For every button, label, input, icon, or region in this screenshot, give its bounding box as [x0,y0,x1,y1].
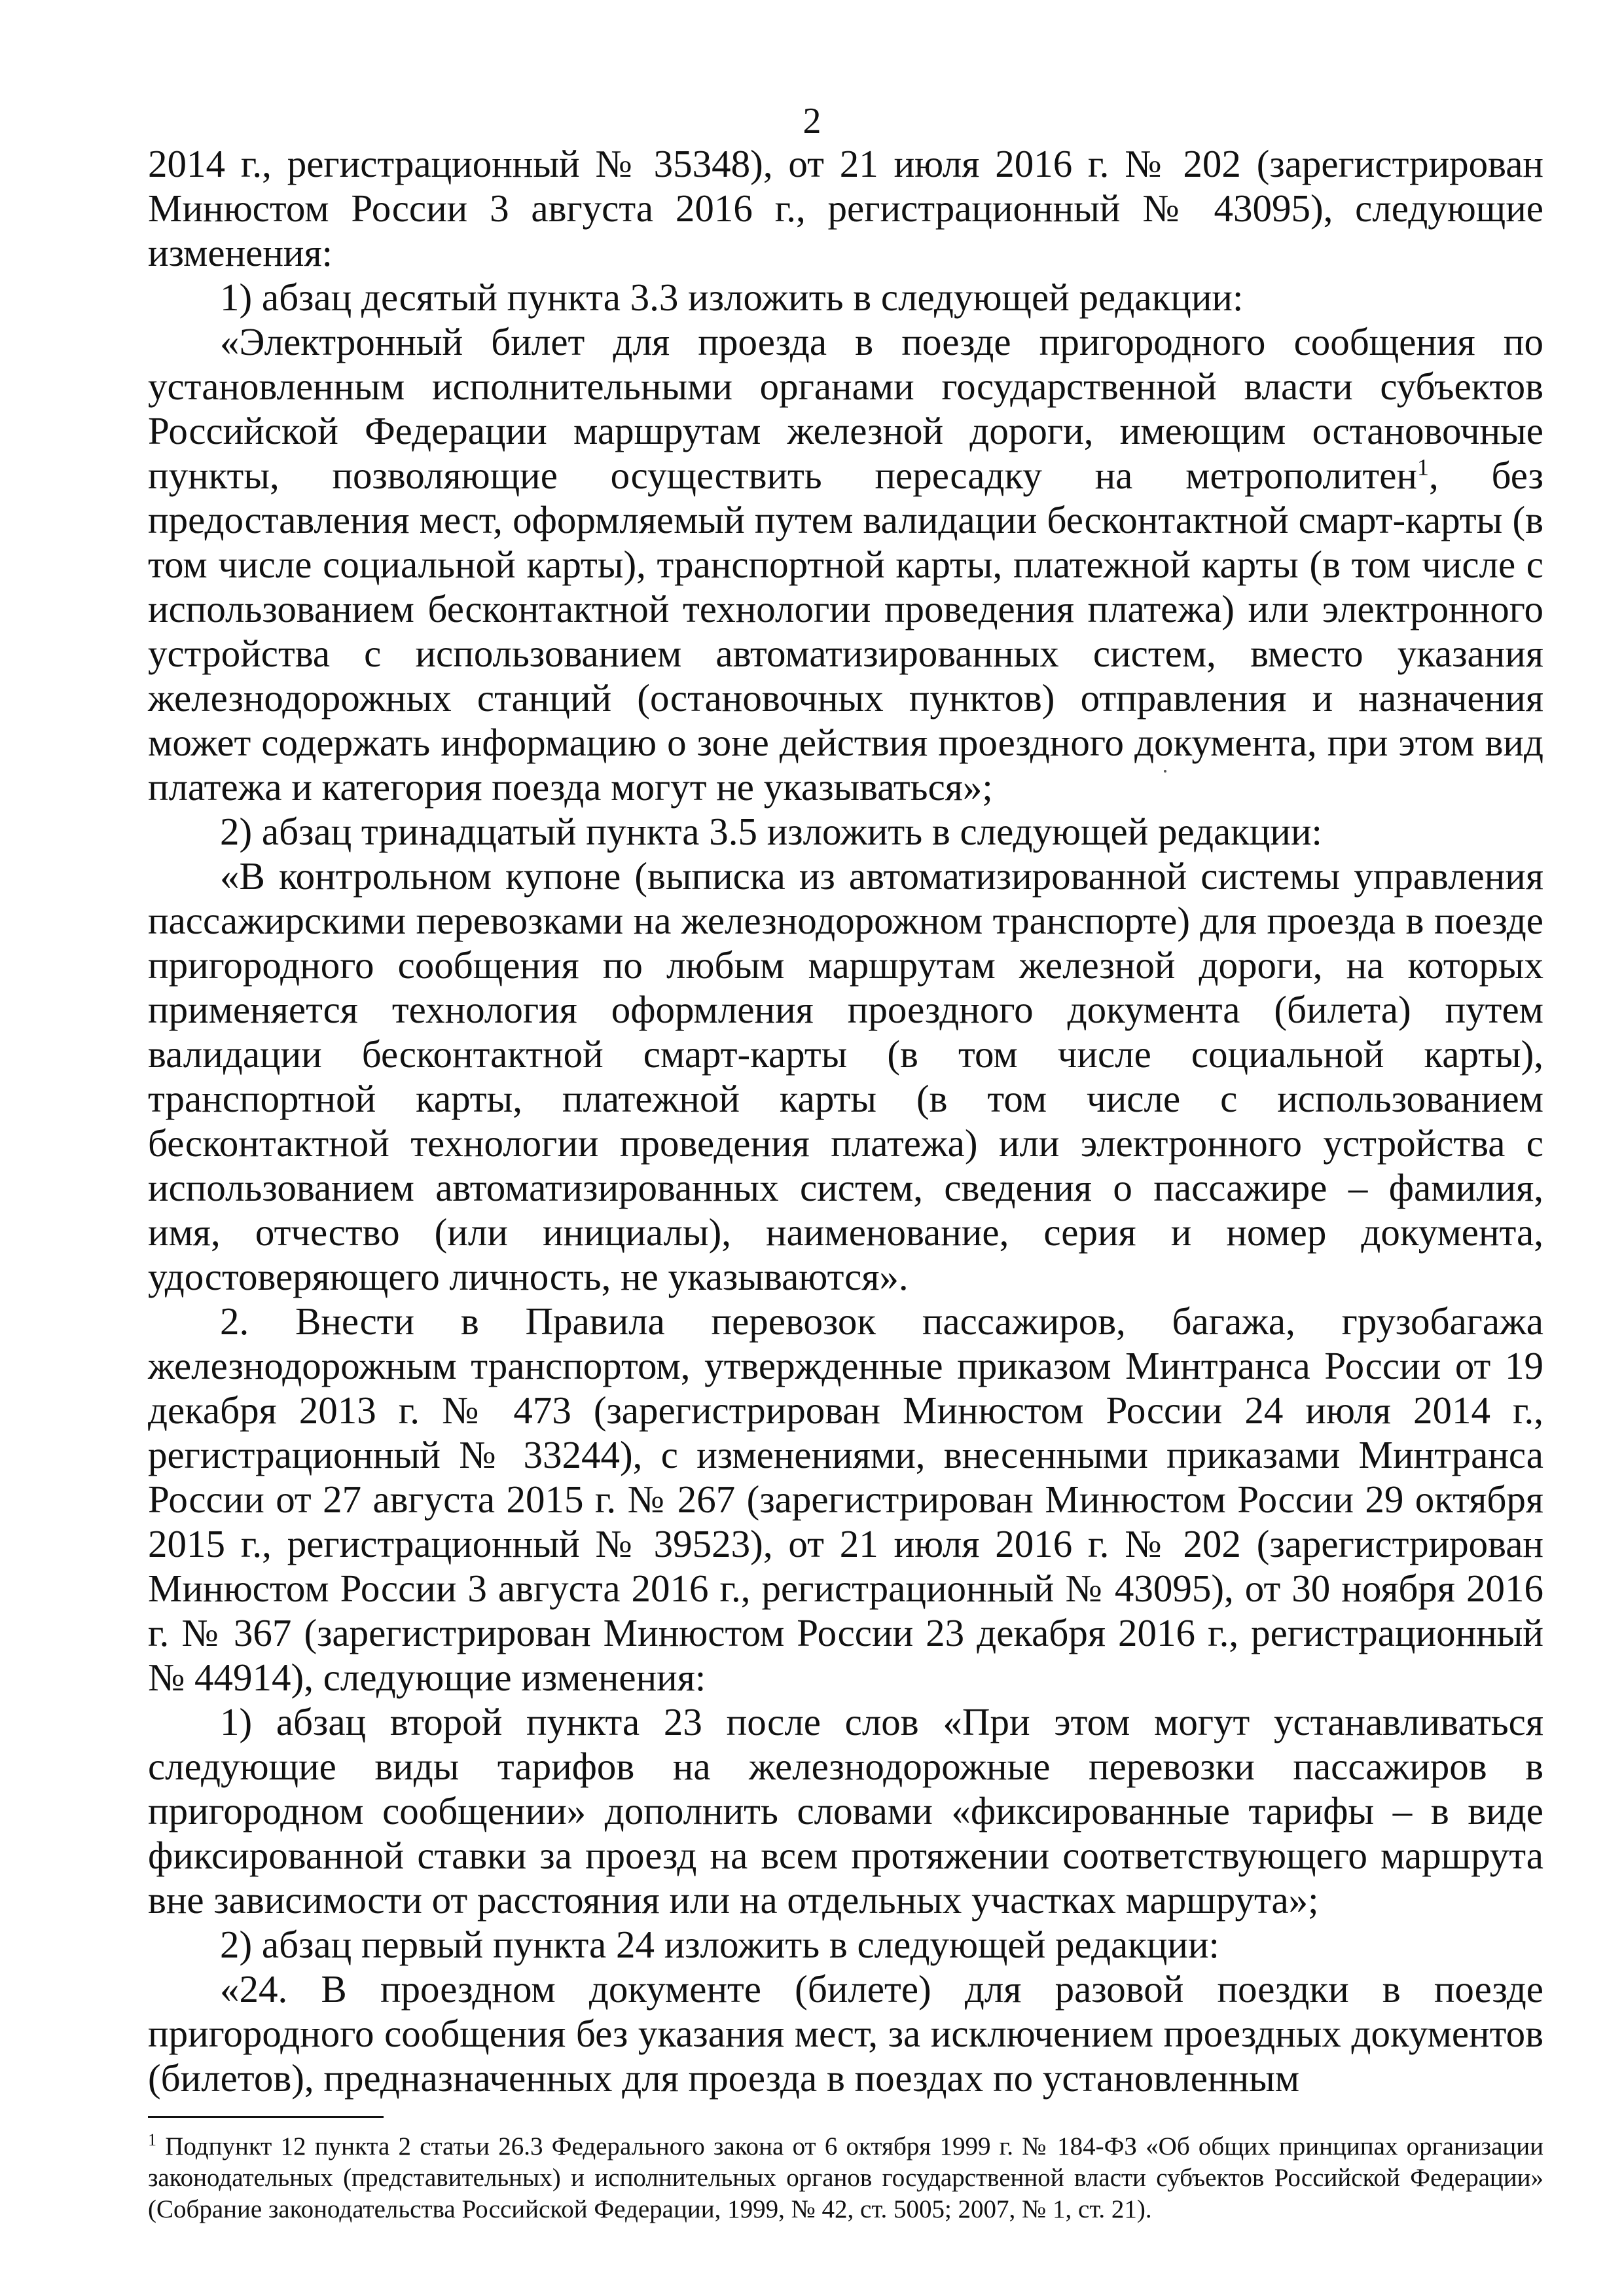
quote-text-part-1: «Электронный билет для проезда в поезде пригородного сообщения по установленным исполнительными органами государственной власти субъектов Российской Федерации маршрутам железной дороги, имеющим остановочные пункты, позволяющие осуществить пересадку на метрополитен [148,320,1543,497]
page-number: 2 [803,101,821,141]
quote-text-part-2: , без предоставления мест, оформляемый путем валидации бесконтактной смарт-карты (в том числе социальной карты), транспортной карты, платежной карты (в том числе с использованием бесконтактной технологии проведения платежа) или электронного устройства с использованием автоматизированных систем, вместо указания железнодорожных станций (остановочных пунктов) отправления и назначения может содержать информацию о зоне действия проездного документа, при этом вид платежа и категория поезда могут не указываться»; [148,454,1543,809]
paragraph-section-2-item-2: 2) абзац первый пункта 24 изложить в следующей редакции: [220,1923,1219,1966]
footnote-marker: 1 [148,2130,156,2149]
footnote [148,2131,1543,2225]
paragraph-item-1: 1) абзац десятый пункта 3.3 изложить в следующей редакции: [220,276,1244,319]
document-body [148,141,1543,2100]
paragraph-item-2: 2) абзац тринадцатый пункта 3.5 изложить в следующей редакции: [220,810,1322,853]
footnote-divider [148,2116,384,2118]
paragraph-quote-item-24: «24. В проездном документе (билете) для разовой поездки в поезде пригородного сообщения без указания мест, за исключением проездных документов (билетов), предназначенных для проезда в поездах по установленным [148,1967,1543,2100]
paragraph-section-2-item-1: 1) абзац второй пункта 23 после слов «При этом могут устанавливаться следующие виды тарифов на железнодорожные перевозки пассажиров в пригородном сообщении» дополнить словами «фиксированные тарифы – в виде фиксированной ставки за проезд на всем протяжении соответствующего маршрута вне зависимости от расстояния или на отдельных участках маршрута»; [148,1700,1543,1922]
paragraph-section-2: 2. Внести в Правила перевозок пассажиров, багажа, грузобагажа железнодорожным транспортом, утвержденные приказом Минтранса России от 19 декабря 2013 г. № 473 (зарегистрирован Минюстом России 24 июля 2014 г., регистрационный № 33244), с изменениями, внесенными приказами Минтранса России от 27 августа 2015 г. № 267 (зарегистрирован Минюстом России 29 октября 2015 г., регистрационный № 39523), от 21 июля 2016 г. № 202 (зарегистрирован Минюстом России 3 августа 2016 г., регистрационный № 43095), от 30 ноября 2016 г. № 367 (зарегистрирован Минюстом России 23 декабря 2016 г., регистрационный № 44914), следующие изменения: [148,1300,1543,1699]
paragraph-quote-control-coupon: «В контрольном купоне (выписка из автоматизированной системы управления пассажирскими перевозками на железнодорожном транспорте) для проезда в поезде пригородного сообщения по любым маршрутам железной дороги, на которых применяется технология оформления проездного документа (билета) путем валидации бесконтактной смарт-карты (в том числе социальной карты), транспортной карты, платежной карты (в том числе с использованием бесконтактной технологии проведения платежа) или электронного устройства с использованием автоматизированных систем, сведения о пассажире – фамилия, имя, отчество (или инициалы), наименование, серия и номер документа, удостоверяющего личность, не указываются». [148,854,1543,1298]
paragraph-quote-electronic-ticket [148,319,1543,809]
footnote-reference: 1 [1417,454,1430,481]
footnote-text: Подпункт 12 пункта 2 статьи 26.3 Федерального закона от 6 октября 1999 г. № 184-ФЗ «Об общих принципах организации законодательных (представительных) и исполнительных органов государственной власти субъектов Российской Федерации» (Собрание законодательства Российской Федерации, 1999, № 42, ст. 5005; 2007, № 1, ст. 21). [148,2132,1543,2223]
paragraph-continuation: 2014 г., регистрационный № 35348), от 21 июля 2016 г. № 202 (зарегистрирован Минюстом России 3 августа 2016 г., регистрационный № 43095), следующие изменения: [148,142,1543,274]
scan-speck [1164,770,1166,773]
